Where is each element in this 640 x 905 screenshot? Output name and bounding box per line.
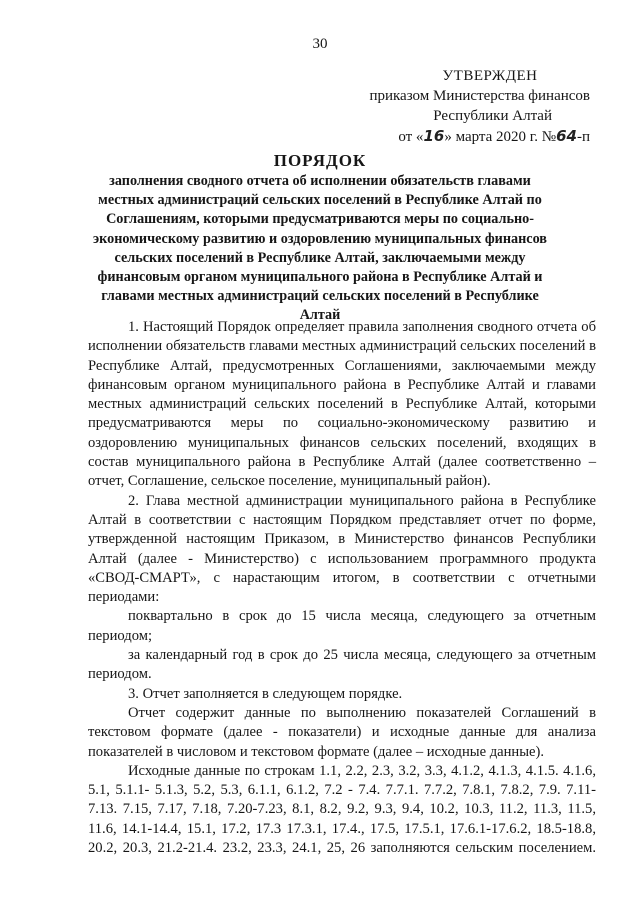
approval-line-1: приказом Министерства финансов <box>369 88 590 104</box>
paragraph-6: Отчет содержит данные по выполнению показателей Соглашений в текстовом формате (далее - показатели) и исходные данные для анализа показателей в числовом и текстовом формате (далее – исходные данные). <box>88 704 596 760</box>
handwritten-number: 64 <box>556 127 577 145</box>
page-number: 30 <box>312 36 328 52</box>
approval-stamp <box>330 66 590 147</box>
paragraph-1: 1. Настоящий Порядок определяет правила заполнения сводного отчета об исполнении обязательств главами местных администраций сельских поселений в Республике Алтай, предусмотренных Соглашениями, заключаемыми между финансовым органом муниципального района в Республике Алтай и главами местных администраций сельских поселений в Республике Алтай, которыми предусматриваются меры по социально-экономическому развитию и оздоровлению муниципальных финансов сельских поселений, входящих в состав муниципального района в Республике Алтай (далее соответственно – отчет, Соглашение, сельское поселение, муниципальный район). <box>88 319 596 490</box>
approval-line-2: Республики Алтай <box>433 108 552 124</box>
date-suffix: -п <box>576 129 590 145</box>
document-body <box>88 318 596 858</box>
date-prefix: от « <box>398 129 424 145</box>
title-main: ПОРЯДОК <box>273 151 367 170</box>
paragraph-4: за календарный год в срок до 25 числа месяца, следующего за отчетным периодом. <box>88 647 596 683</box>
title-subtitle: заполнения сводного отчета об исполнении обязательств главами местных администраций сельских поселений в Республике Алтай по Соглашениям, которыми предусматриваются меры по социально-экономическому развитию и оздоровлению муниципальных финансов сельских поселений в Республике Алтай, заключаемыми между финансовым органом муниципального района в Республике Алтай и главами местных администраций сельских поселений в Республике Алтай <box>93 173 547 324</box>
paragraph-3: поквартально в срок до 15 числа месяца, следующего за отчетным периодом; <box>88 608 596 644</box>
handwritten-day: 16 <box>423 127 445 145</box>
document-title <box>90 150 550 326</box>
paragraph-2: 2. Глава местной администрации муниципального района в Республике Алтай в соответствии с настоящим Порядком представляет отчет по форме, утвержденной настоящим Приказом, в Министерство финансов Республики Алтай (далее - Министерство) с использованием программного продукта «СВОД-СМАРТ», с нарастающим итогом, в соответствии с отчетными периодами: <box>88 492 596 606</box>
paragraph-5: 3. Отчет заполняется в следующем порядке. <box>128 685 403 702</box>
approval-date <box>330 126 590 147</box>
approval-heading: УТВЕРЖДЕН <box>442 68 538 84</box>
paragraph-7: Исходные данные по строкам 1.1, 2.2, 2.3, 3.2, 3.3, 4.1.2, 4.1.3, 4.1.5. 4.1.6, 5.1, 5.1.1- 5.1.3, 5.2, 5.3, 6.1.1, 6.1.2, 7.2 - 7.4. 7.7.1. 7.7.2, 7.8.1, 7.8.2, 7.9. 7.11-7.13. 7.15, 7.17, 7.18, 7.20-7.23, 8.1, 8.2, 9.2, 9.3, 9.4, 10.2, 10.3, 11.2, 11.3, 11.5, 11.6, 14.1-14.4, 15.1, 17.2, 17.3 17.3.1, 17.4., 17.5, 17.5.1, 17.6.1-17.6.2, 18.5-18.8, 20.2, 20.3, 21.2-21.4. 23.2, 23.3, 24.1, 25, 26 заполняются сельским поселением. <box>88 762 596 857</box>
date-middle: » марта 2020 г. № <box>444 129 557 145</box>
